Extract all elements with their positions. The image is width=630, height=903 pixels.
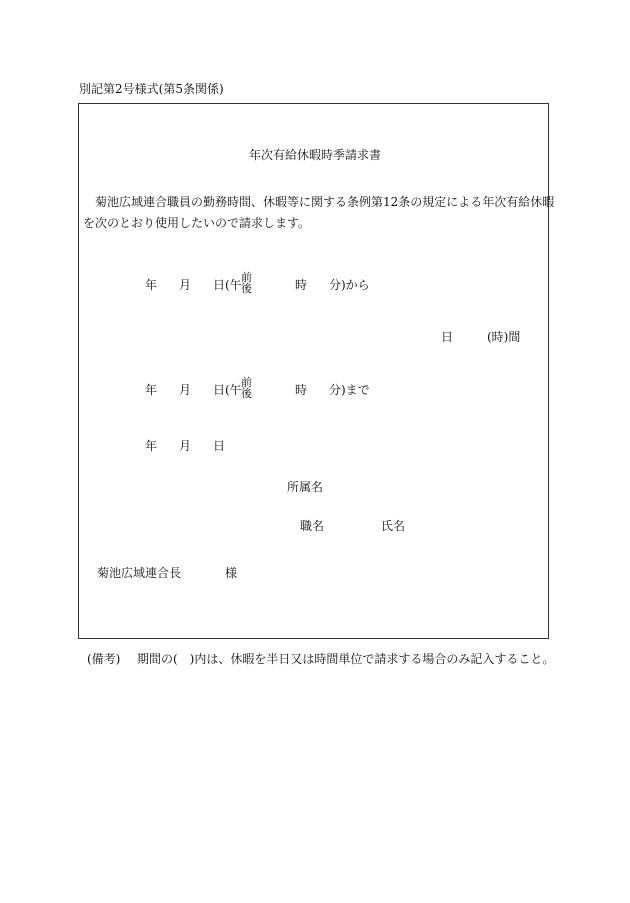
from-month-label: 月 (179, 278, 192, 292)
to-minute-label: 分)まで (329, 383, 370, 397)
from-minute-label: 分)から (329, 278, 370, 292)
intro-line-2: を次のとおり使用したいので請求します。 (83, 216, 311, 230)
from-pm-label: 後 (241, 282, 252, 295)
date-month-label: 月 (179, 439, 192, 453)
affiliation-label: 所属名 (287, 480, 324, 494)
form-frame (78, 103, 549, 639)
date-day-label: 日 (213, 439, 226, 453)
from-day-label: 日(午 (213, 278, 242, 292)
form-title: 年次有給休暇時季請求書 (249, 148, 382, 162)
from-year-label: 年 (145, 278, 158, 292)
to-pm-label: 後 (241, 387, 252, 400)
name-label: 氏名 (381, 519, 406, 533)
addressee-honorific: 様 (225, 566, 238, 580)
to-hour-label: 時 (295, 383, 308, 397)
from-am-label: 前 (241, 271, 252, 284)
addressee-name: 菊池広域連合長 (97, 566, 182, 580)
remarks-label: (備考) (87, 652, 121, 666)
to-am-label: 前 (241, 376, 252, 389)
intro-line-1: 菊池広域連合職員の勤務時間、休暇等に関する条例第12条の規定による年次有給休暇 (95, 195, 555, 209)
date-year-label: 年 (145, 439, 158, 453)
to-year-label: 年 (145, 383, 158, 397)
remarks-text: 期間の( )内は、休暇を半日又は時間単位で請求する場合のみ記入すること。 (137, 652, 555, 666)
duration-hours-label: (時)間 (487, 330, 521, 344)
duration-days-label: 日 (441, 330, 454, 344)
position-label: 職名 (300, 519, 325, 533)
form-reference-label: 別記第2号様式(第5条関係) (79, 82, 224, 96)
to-month-label: 月 (179, 383, 192, 397)
to-ampm-stack (241, 377, 252, 399)
from-hour-label: 時 (295, 278, 308, 292)
from-ampm-stack (241, 272, 252, 294)
to-day-label: 日(午 (213, 383, 242, 397)
